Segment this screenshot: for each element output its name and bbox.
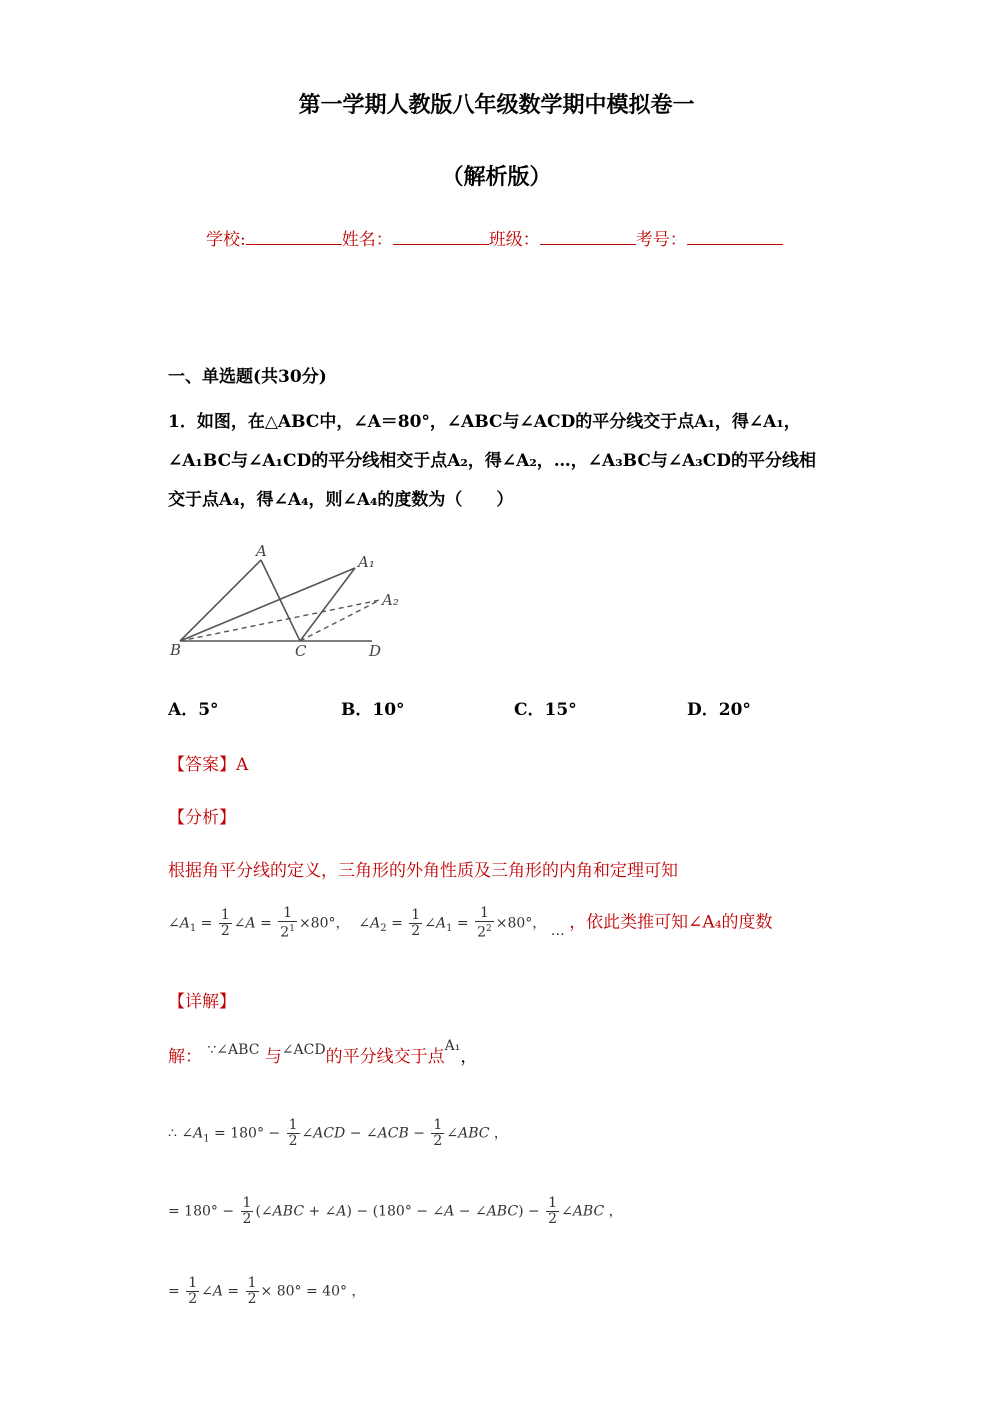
name-label: 姓名： xyxy=(341,230,393,250)
class-blank[interactable] xyxy=(540,228,636,245)
geometry-figure xyxy=(160,535,420,665)
analysis-ellipsis: … xyxy=(550,923,565,940)
school-label: 学校: xyxy=(206,230,246,250)
label-D: D xyxy=(369,642,382,660)
class-label: 班级： xyxy=(488,230,540,250)
exam-no-blank[interactable] xyxy=(687,228,783,245)
section-heading: 一、单选题(共30分) xyxy=(168,367,327,387)
question-line-2: ∠A₁BC与∠A₁CD的平分线相交于点A₂，得∠A₂，…，∠A₃BC与∠A₃CD的平分线相 xyxy=(168,451,817,471)
detail-intro xyxy=(168,1038,478,1067)
question-line-3: 交于点A₄，得∠A₄，则∠A₄的度数为（ ） xyxy=(168,490,514,510)
detail-connector: 与 xyxy=(264,1047,282,1067)
detail-tag: 【详解】 xyxy=(168,992,236,1012)
line-BA2 xyxy=(180,600,380,641)
question-number: 1． xyxy=(168,412,197,432)
detail-angle-abc: ∵∠ABC xyxy=(207,1042,260,1058)
option-b[interactable]: B．10° xyxy=(341,700,405,720)
derivation-line-1: ∴ $\angle A_1 = 180^\circ$ − $\frac{1}{2}$ ∠ACD − ∠ACB − $\frac{1}{2}$ ∠ABC ， xyxy=(168,1117,508,1149)
analysis-text: 根据角平分线的定义，三角形的外角性质及三角形的内角和定理可知 xyxy=(168,861,678,881)
document-subtitle: （解析版） xyxy=(441,165,552,190)
question-line-1 xyxy=(168,407,801,432)
analysis-formula-tail: ，依此类推可知∠A₄的度数 xyxy=(569,912,773,933)
label-A: A xyxy=(256,542,267,560)
detail-suffix: 的平分线交于点 xyxy=(325,1047,445,1067)
label-B: B xyxy=(170,641,182,659)
answer-value: A xyxy=(236,755,249,775)
option-a[interactable]: A．5° xyxy=(168,700,219,720)
name-blank[interactable] xyxy=(393,228,489,245)
detail-point-a1: A₁ xyxy=(444,1038,461,1054)
option-c[interactable]: C．15° xyxy=(514,700,577,720)
derivation-line-3: = $\frac{1}{2}$ ∠A = $\frac{1}{2}$ × 80° = 40° ， xyxy=(168,1275,366,1307)
label-A2: A₂ xyxy=(382,591,399,609)
line-BA1 xyxy=(180,568,355,641)
student-info-line xyxy=(206,225,783,250)
analysis-formula: $\angle A_1$ = $\frac{1}{2}$ ∠A = $\frac{1}{2^1}$ ×80°， $\angle A_2$ = $\frac{1}{2}$ $\angle A_1$ = $\frac{1}{2^2}$ ×80°， … ，依此类推可知∠A₄的度数 xyxy=(168,905,773,941)
label-A1: A₁ xyxy=(358,553,375,571)
document-title: 第一学期人教版八年级数学期中模拟卷一 xyxy=(298,93,695,118)
detail-angle-acd: ∠ACD xyxy=(281,1042,326,1058)
derivation-line-2: = 180° − $\frac{1}{2}$ (∠ABC + ∠A) − (180° − ∠A − ∠ABC) − $\frac{1}{2}$ ∠ABC ， xyxy=(168,1195,623,1227)
line-CA2 xyxy=(300,600,380,641)
option-d[interactable]: D．20° xyxy=(687,700,751,720)
label-C: C xyxy=(295,642,307,660)
answer-line xyxy=(168,750,248,775)
detail-prefix: 解： xyxy=(168,1047,202,1067)
question-text-1: 如图，在△ABC中，∠A＝80°，∠ABC与∠ACD的平分线交于点A₁，得∠A₁， xyxy=(196,412,801,432)
answer-tag: 【答案】 xyxy=(168,755,236,775)
school-blank[interactable] xyxy=(246,228,342,245)
analysis-tag: 【分析】 xyxy=(168,808,236,828)
line-BA xyxy=(180,560,261,641)
exam-no-label: 考号： xyxy=(635,230,687,250)
detail-intro-end: ， xyxy=(460,1047,478,1067)
line-AC xyxy=(261,560,300,641)
